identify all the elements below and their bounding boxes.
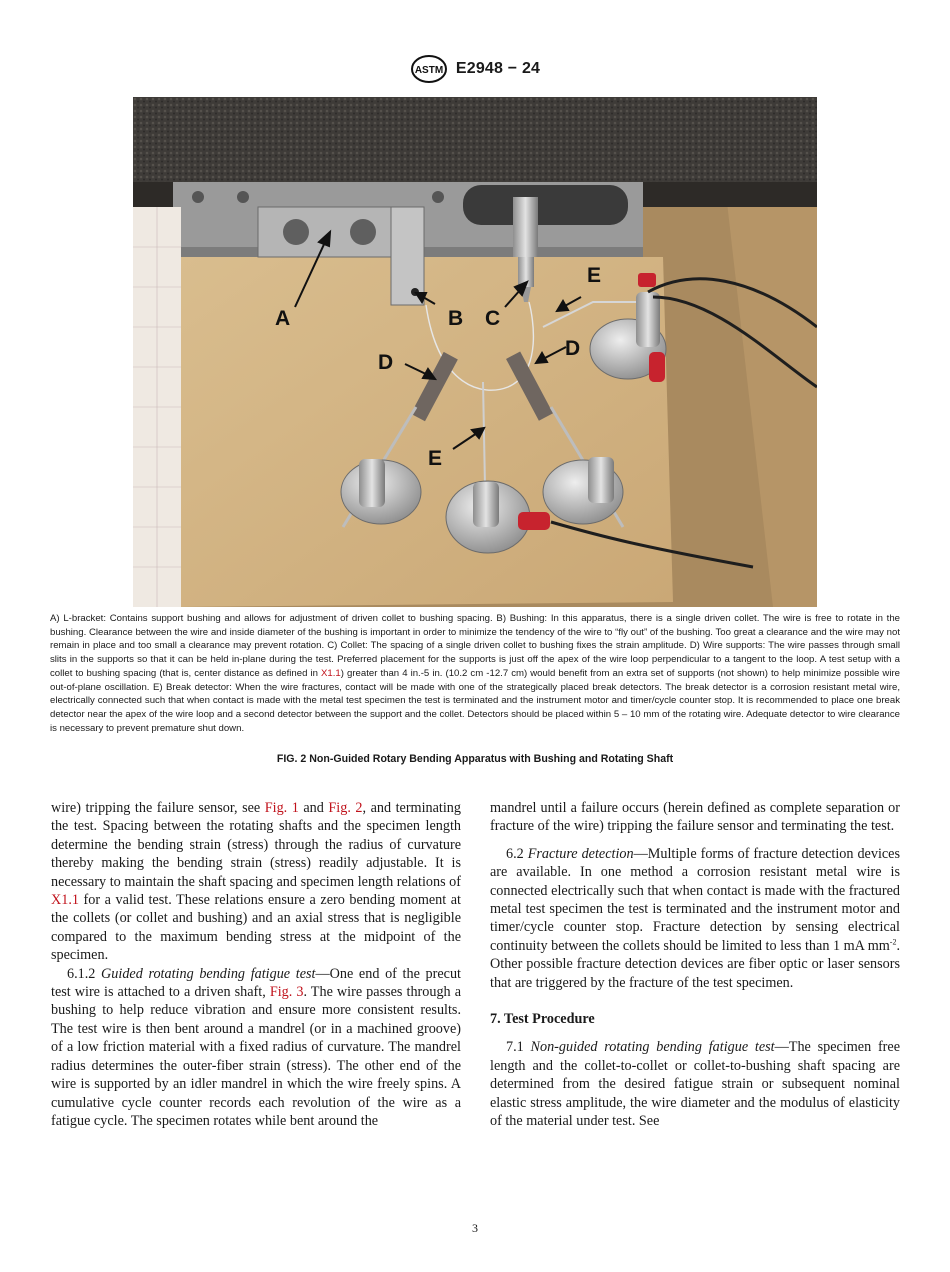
apparatus-photo [133, 97, 817, 607]
svg-text:ASTM: ASTM [414, 65, 444, 76]
ref-link-x1-1[interactable]: X1.1 [321, 667, 341, 679]
svg-text:E: E [428, 447, 443, 470]
paragraph-7-1: 7.1 Non-guided rotating bending fatigue test—The specimen free length and the collet-to-collet or collet-to-bushing shaft spacing are determined from the desired fatigue strain or subsequent nominal elastic stress amplitude, the wire diameter and the modulus of elasticity of the material under test. See [490, 1039, 900, 1130]
svg-text:C: C [485, 307, 501, 330]
figure-title: FIG. 2 Non-Guided Rotary Bending Apparatus with Bushing and Rotating Shaft [276, 753, 674, 765]
svg-text:A: A [275, 307, 291, 330]
svg-text:D: D [565, 337, 581, 360]
figure-caption: A) L-bracket: Contains support bushing and allows for adjustment of driven collet to bushing spacing. B) Bushing: In this apparatus, there is a single driven collet. The wire is free to rotate in the bushing. Clearance between the wire and inside diameter of the bushing is important in order to minimize the tendency of the wire to “fly out” of the bushing. Too great a clearance and the wire may not remain in place and too small a clearance may prevent rotation. C) Collet: The spacing of a single driven collet to bushing fixes the strain amplitude. D) Wire supports: The wire passes through small slits in the supports so that it can be held in-plane during the test. Preferred placement for the supports is just off the apex of the wire loop perpendicular to a tangent to the loop. A test setup with a collet to bushing spacing (that is, center distance as defined in X1.1) greater than 4 in.-5 in. (10.2 cm -12.7 cm) would benefit from an extra set of supports (not shown) to help minimize possible wire out-of-plane oscillation. E) Break detector: When the wire fractures, contact will be made with one of the strategically placed break detectors. The break detector is a corrosion resistant metal wire, electrically connected such that when contact is made with the metal test specimen the test is terminated and the instrument motor and timer/cycle counter stop. It is recommended to place one break detector near the apex of the wire loop and a second detector between the support and the collet. Detectors should be placed within 5 – 10 mm of the rotating wire. Adequate detector to wire clearance is necessary to prevent premature shut down. [50, 613, 900, 734]
paragraph-continuation-right: mandrel until a failure occurs (herein defined as complete separation or fracture of the wire) tripping the failure sensor and terminating the test. [490, 800, 900, 835]
paragraph-6-2: 6.2 Fracture detection—Multiple forms of fracture detection devices are available. In one method a corrosion resistant metal wire is connected electrically such that when contact is made with the fractured metal test specimen the test is terminated and the instrument motor and timer/cycle counter stop. Fracture detection by sensing electrical continuity between the collets should be limited to less than 1 mA $mm^{-2}$. Other possible fracture detection devices are fiber optic or laser sensors that are triggered by the fracture of the test specimen. [490, 845, 901, 991]
paragraph-6-1-2: 6.1.2 Guided rotating bending fatigue test—One end of the precut test wire is attached to a driven shaft, Fig. 3. The wire passes through a bushing to help reduce vibration and ensure more consistent results. The test wire is then bent around a mandrel (or in a machined groove) of a low friction material with a fixed radius of curvature. The mandrel radius determines the outer-fiber strain (stress). The other end of the wire is supported by an idler mandrel in which the wire freely spins. A cumulative cycle counter records each revolution of the wire as a fatigue cycle. The specimen rotates while bent around the [51, 965, 461, 1129]
ref-link-fig-1[interactable]: Fig. 1 [264, 800, 299, 816]
svg-text:D: D [378, 351, 394, 374]
left-column [51, 799, 461, 1130]
astm-logo-icon [410, 54, 448, 84]
svg-text:E: E [587, 264, 602, 287]
standard-designation: E2948 − 24 [455, 60, 541, 77]
page-header [0, 54, 950, 89]
page-number: 3 [472, 1221, 478, 1235]
paragraph-continuation: wire) tripping the failure sensor, see Fig. 1 and Fig. 2, and terminating the test. Spacing between the rotating shafts and the specimen length determine the bending strain (stress) through the radius of curvature thereby making the bending strain (stress) readily adjustable. It is necessary to maintain the shaft spacing and specimen length relations of X1.1 for a valid test. These relations ensure a zero bending moment at the collets (or collet and bushing) and an axial stress that is negligible compared to the maximum bending stress at the midpoint of the specimen. [51, 800, 461, 964]
svg-text:B: B [448, 307, 464, 330]
ref-link-fig-3[interactable]: Fig. 3 [269, 984, 304, 1001]
ref-link-x1-1[interactable]: X1.1 [51, 892, 79, 909]
section-heading: 7. Test Procedure [490, 1011, 595, 1028]
right-column [490, 799, 900, 1131]
ref-link-fig-2[interactable]: Fig. 2 [328, 800, 363, 816]
